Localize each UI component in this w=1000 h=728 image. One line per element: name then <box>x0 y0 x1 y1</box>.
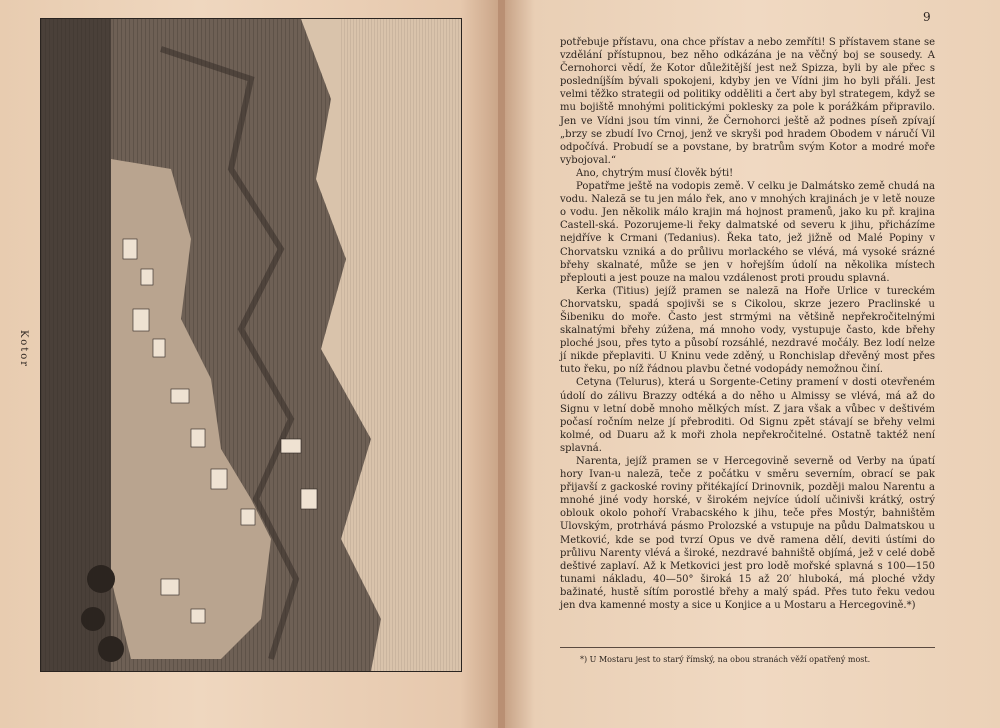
paragraph: Kerka (Titius) jejíž pramen se naleză na Hoře Urlice v tureckém Chorvatsku, spadá spojivši se s Cikolou, skrze jezero Praclinské u Šibeniku do moře. Často jest strmými na většině nepřekročitelnými skalnatými břehy zúžena, má mnoho vody, vystupuje často, kde břehy ploché jsou, přes tyto a působí rozsáhlé, nezdravé močály. Bez lodí nelze jí nikde přeplaviti. U Kninu vede zděný, u Ronchislap dřevěný most přes tuto řeku, po níž řádnou plavbu četné vodopády nemožnou činí. <box>560 285 935 376</box>
paragraph: potřebuje přístavu, ona chce přístav a nebo zemříti! S přístavem stane se vzdělání přístupnou, bez něho odkázána je na věčný boj se sousedy. A Černohorci vědí, že Kotor důležitější jest než Spizza, byli by ale přec s posledníjším bývali spokojeni, kdyby jen ve Vídni jim ho byli přáli. Jest velmi těžko strategii od politiky odděliti a čert aby byl strategem, když se mu bojiště mnohými politickými poklesky za pole k porážkám připravilo. Jen ve Vídni jsou tím vinni, že Černohorci ještě až podnes píseň zpívají „brzy se zbudí Ivo Crnoj, jenž ve skryši pod hradem Obodem v náručí Vil odpočívá. Probudí se a povstane, by bratrům svým Kotor a modré moře vybojoval.“ <box>560 37 935 166</box>
paragraph: Popatřme ještě na vodopis země. V celku je Dalmátsko země chudá na vodu. Naleză se tu jen málo řek, ano v mnohých krajinách je v letě nouze o vodu. Jen několik málo krajin má hojnost pramenů, jako ku př. krajina Castell-ská. Pozorujeme-li řeky dalmatské od severu k jihu, přicházíme nejdříve k Crmani (Tedanius). Řeka tato, jež jižně od Malé Popiny v Chorvatsku vzniká a do průlivu morlackého se vlévá, má vysoké srázné břehy skalnaté, může se jen v hořejším údolí na několika místech přeplouti a jest pouze na malou vzdálenost proti proudu splavná. <box>560 181 935 284</box>
paragraph: Cetyna (Telurus), která u Sorgente-Cetiny pramení v dosti otevřeném údolí do zálivu Brazzy odtéká a do něho u Almissy se vlévá, má až do Signu v letní době mnoho mělkých míst. Z jara však a vůbec v deštivém počasí ročním nelze jí přebroditi. Od Signu zpět stávají se břehy velmi kolmé, od Duaru až k moři zhola nepřekročitelné. Ostatně taktéž není splavná. <box>560 377 935 454</box>
footnote-rule <box>560 647 935 648</box>
kotor-engraving <box>40 18 462 672</box>
paragraph: Ano, chytrým musí člověk býti! <box>576 167 734 179</box>
body-text <box>560 36 935 612</box>
footnote: *) U Mostaru jest to starý římský, na obou stranách věží opatřený most. <box>580 655 871 664</box>
engraving-caption: Kotor <box>18 330 29 369</box>
paragraph: Narenta, jejíž pramen se v Hercegovině severně od Verby na úpatí hory Ivan-u naleză, teče z počátku v směru severním, obrací se pak přijavší z gackoské roviny přitékající Drinovnik, později malou Narentu a mnohé jiné vody horské, v širokém nejvíce údolí učinivši krátký, ostrý oblouk okolo pohoří Vrabacského k jihu, teče přes Mostýr, bahništěm Ulovským, protrhává pásmo Prolozské a vstupuje na půdu Dalmatskou u Metković, kde se pod tvrzí Opus ve dvě ramena dělí, deviti ústími do průlivu Narenty vlévá a široké, nezdravé bahniště objímá, jež v celé době deštivé zaplaví. Až k Metkovici jest pro lodě mořské splavná s 100—150 tunami nákladu, 40—50° široká 15 až 20′ hluboká, má ploché vždy bažinaté, hustě sítím porostlé břehy a malý spád. Přes tuto řeku vedou jen dva kamenné mosty a sice u Konjice a u Mostaru a Hercegovině.*) <box>560 456 935 612</box>
page-number: 9 <box>923 10 931 24</box>
